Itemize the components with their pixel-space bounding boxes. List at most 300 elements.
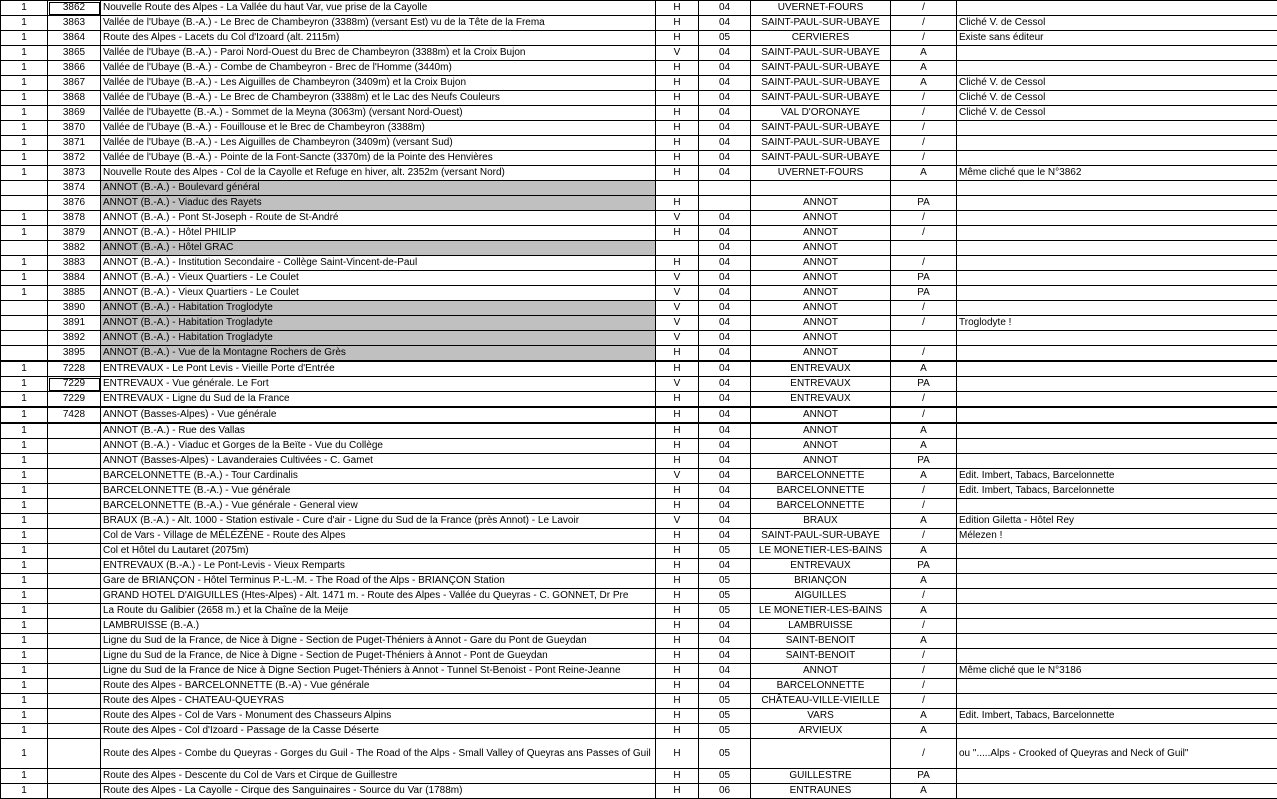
description-cell: LAMBRUISSE (B.-A.): [101, 619, 656, 634]
orientation-cell: H: [656, 256, 699, 271]
orientation-cell: H: [656, 76, 699, 91]
department-cell: 05: [699, 769, 751, 784]
note-cell: [957, 679, 1277, 694]
department-cell: 04: [699, 679, 751, 694]
department-cell: 04: [699, 166, 751, 181]
count-cell: 1: [1, 61, 48, 76]
description-cell: ANNOT (B.-A.) - Viaduc des Rayets: [101, 196, 656, 211]
description-cell: ANNOT (B.-A.) - Habitation Trogladyte: [101, 331, 656, 346]
note-cell: [957, 136, 1277, 151]
count-cell: 1: [1, 226, 48, 241]
place-cell: AIGUILLES: [751, 589, 891, 604]
count-cell: 1: [1, 271, 48, 286]
place-cell: ANNOT: [751, 241, 891, 256]
place-cell: BARCELONNETTE: [751, 469, 891, 484]
description-cell: La Route du Galibier (2658 m.) et la Chaîne de la Meije: [101, 604, 656, 619]
note-cell: [957, 392, 1277, 408]
count-cell: 1: [1, 649, 48, 664]
place-cell: ANNOT: [751, 439, 891, 454]
description-cell: ANNOT (B.-A.) - Viaduc et Gorges de la Beïte - Vue du Collège: [101, 439, 656, 454]
place-cell: ANNOT: [751, 316, 891, 331]
department-cell: 04: [699, 46, 751, 61]
orientation-cell: H: [656, 544, 699, 559]
number-cell: 3873: [48, 166, 101, 181]
table-row: [1, 514, 1277, 529]
note-cell: Cliché V. de Cessol: [957, 16, 1277, 31]
number-cell: [48, 423, 101, 439]
count-cell: 1: [1, 454, 48, 469]
place-cell: VAL D'ORONAYE: [751, 106, 891, 121]
number-cell: 3876: [48, 196, 101, 211]
orientation-cell: H: [656, 529, 699, 544]
department-cell: 04: [699, 61, 751, 76]
orientation-cell: H: [656, 709, 699, 724]
count-cell: 1: [1, 286, 48, 301]
number-cell: [48, 724, 101, 739]
count-cell: 1: [1, 151, 48, 166]
table-row: [1, 211, 1277, 226]
place-cell: ANNOT: [751, 271, 891, 286]
department-cell: 04: [699, 484, 751, 499]
number-cell: [48, 709, 101, 724]
description-cell: Vallée de l'Ubaye (B.-A.) - Le Brec de Chambeyron (3388m) (versant Est) vu de la Tête de la Frema: [101, 16, 656, 31]
table-row: [1, 739, 1277, 769]
department-cell: 04: [699, 91, 751, 106]
orientation-cell: H: [656, 679, 699, 694]
orientation-cell: H: [656, 1, 699, 16]
table-row: [1, 664, 1277, 679]
table-row: [1, 499, 1277, 514]
description-cell: Ligne du Sud de la France, de Nice à Digne - Section de Puget-Théniers à Annot - Pont de Gueydan: [101, 649, 656, 664]
count-cell: 1: [1, 694, 48, 709]
note-cell: [957, 256, 1277, 271]
department-cell: 04: [699, 514, 751, 529]
place-cell: SAINT-PAUL-SUR-UBAYE: [751, 136, 891, 151]
status-cell: A: [891, 423, 957, 439]
note-cell: Edition Giletta - Hôtel Rey: [957, 514, 1277, 529]
note-cell: [957, 694, 1277, 709]
description-cell: Vallée de l'Ubayette (B.-A.) - Sommet de la Meyna (3063m) (versant Nord-Ouest): [101, 106, 656, 121]
orientation-cell: H: [656, 559, 699, 574]
count-cell: 1: [1, 166, 48, 181]
note-cell: [957, 724, 1277, 739]
number-cell: [48, 619, 101, 634]
note-cell: [957, 196, 1277, 211]
place-cell: ANNOT: [751, 407, 891, 423]
number-cell: [48, 574, 101, 589]
description-cell: Route des Alpes - CHATEAU-QUEYRAS: [101, 694, 656, 709]
number-cell: [48, 544, 101, 559]
department-cell: 04: [699, 331, 751, 346]
note-cell: [957, 121, 1277, 136]
status-cell: /: [891, 16, 957, 31]
orientation-cell: H: [656, 634, 699, 649]
description-cell: Route des Alpes - BARCELONNETTE (B.-A) - Vue générale: [101, 679, 656, 694]
note-cell: [957, 454, 1277, 469]
description-cell: Nouvelle Route des Alpes - La Vallée du haut Var, vue prise de la Cayolle: [101, 1, 656, 16]
description-cell: Route des Alpes - Combe du Queyras - Gorges du Guil - The Road of the Alps - Small Valley of Queyras ans Passes of Guil: [101, 739, 656, 769]
place-cell: BRIANÇON: [751, 574, 891, 589]
count-cell: [1, 316, 48, 331]
status-cell: A: [891, 76, 957, 91]
count-cell: [1, 301, 48, 316]
place-cell: ENTREVAUX: [751, 392, 891, 408]
table-row: [1, 361, 1277, 377]
number-cell: 7229: [48, 392, 101, 408]
place-cell: ANNOT: [751, 301, 891, 316]
department-cell: 04: [699, 454, 751, 469]
note-cell: Cliché V. de Cessol: [957, 106, 1277, 121]
place-cell: SAINT-BENOIT: [751, 649, 891, 664]
department-cell: 04: [699, 271, 751, 286]
department-cell: 04: [699, 634, 751, 649]
status-cell: PA: [891, 271, 957, 286]
note-cell: [957, 301, 1277, 316]
orientation-cell: H: [656, 694, 699, 709]
count-cell: 1: [1, 91, 48, 106]
count-cell: 1: [1, 679, 48, 694]
department-cell: 04: [699, 136, 751, 151]
count-cell: 1: [1, 529, 48, 544]
description-cell: ENTREVAUX - Vue générale. Le Fort: [101, 377, 656, 392]
orientation-cell: H: [656, 439, 699, 454]
table-row: [1, 181, 1277, 196]
table-row: [1, 151, 1277, 166]
table-row: [1, 316, 1277, 331]
orientation-cell: H: [656, 151, 699, 166]
number-cell: 3895: [48, 346, 101, 362]
orientation-cell: H: [656, 407, 699, 423]
count-cell: 1: [1, 634, 48, 649]
place-cell: ANNOT: [751, 454, 891, 469]
number-cell: [48, 634, 101, 649]
description-cell: ANNOT (B.-A.) - Rue des Vallas: [101, 423, 656, 439]
count-cell: 1: [1, 709, 48, 724]
count-cell: 1: [1, 784, 48, 799]
place-cell: UVERNET-FOURS: [751, 166, 891, 181]
status-cell: /: [891, 91, 957, 106]
note-cell: [957, 211, 1277, 226]
table-row: [1, 559, 1277, 574]
count-cell: 1: [1, 16, 48, 31]
count-cell: [1, 241, 48, 256]
description-cell: Route des Alpes - Lacets du Col d'Izoard (alt. 2115m): [101, 31, 656, 46]
status-cell: A: [891, 634, 957, 649]
place-cell: SAINT-PAUL-SUR-UBAYE: [751, 46, 891, 61]
place-cell: LE MONETIER-LES-BAINS: [751, 604, 891, 619]
table-row: [1, 226, 1277, 241]
table-row: [1, 574, 1277, 589]
note-cell: [957, 271, 1277, 286]
department-cell: 05: [699, 574, 751, 589]
count-cell: 1: [1, 256, 48, 271]
department-cell: 04: [699, 559, 751, 574]
count-cell: 1: [1, 439, 48, 454]
table-row: [1, 619, 1277, 634]
department-cell: 04: [699, 16, 751, 31]
description-cell: ANNOT (B.-A.) - Pont St-Joseph - Route de St-André: [101, 211, 656, 226]
place-cell: ANNOT: [751, 286, 891, 301]
status-cell: A: [891, 166, 957, 181]
note-cell: [957, 619, 1277, 634]
status-cell: A: [891, 514, 957, 529]
place-cell: ANNOT: [751, 256, 891, 271]
department-cell: 04: [699, 76, 751, 91]
table-row: [1, 589, 1277, 604]
note-cell: [957, 377, 1277, 392]
number-cell: 3869: [48, 106, 101, 121]
number-cell: 3866: [48, 61, 101, 76]
description-cell: Gare de BRIANÇON - Hôtel Terminus P.-L.-M. - The Road of the Alps - BRIANÇON Station: [101, 574, 656, 589]
description-cell: ANNOT (B.-A.) - Habitation Troglodyte: [101, 301, 656, 316]
place-cell: SAINT-PAUL-SUR-UBAYE: [751, 76, 891, 91]
count-cell: 1: [1, 46, 48, 61]
department-cell: 05: [699, 694, 751, 709]
status-cell: A: [891, 469, 957, 484]
department-cell: 04: [699, 346, 751, 362]
place-cell: ENTRAUNES: [751, 784, 891, 799]
place-cell: SAINT-PAUL-SUR-UBAYE: [751, 91, 891, 106]
table-row: [1, 769, 1277, 784]
description-cell: ANNOT (B.-A.) - Vue de la Montagne Rochers de Grès: [101, 346, 656, 362]
number-cell: 7229: [48, 377, 101, 392]
note-cell: [957, 181, 1277, 196]
count-cell: 1: [1, 544, 48, 559]
table-row: [1, 604, 1277, 619]
place-cell: ANNOT: [751, 211, 891, 226]
number-cell: [48, 484, 101, 499]
description-cell: BARCELONNETTE (B.-A.) - Vue générale - General view: [101, 499, 656, 514]
number-cell: [48, 589, 101, 604]
number-cell: 3885: [48, 286, 101, 301]
count-cell: 1: [1, 589, 48, 604]
table-row: [1, 301, 1277, 316]
orientation-cell: H: [656, 91, 699, 106]
status-cell: /: [891, 694, 957, 709]
department-cell: 04: [699, 499, 751, 514]
status-cell: /: [891, 407, 957, 423]
count-cell: [1, 346, 48, 362]
status-cell: /: [891, 649, 957, 664]
count-cell: 1: [1, 136, 48, 151]
table-body: [1, 1, 1277, 799]
count-cell: 1: [1, 106, 48, 121]
place-cell: VARS: [751, 709, 891, 724]
status-cell: /: [891, 679, 957, 694]
table-row: [1, 423, 1277, 439]
status-cell: A: [891, 784, 957, 799]
orientation-cell: H: [656, 61, 699, 76]
department-cell: 04: [699, 226, 751, 241]
count-cell: 1: [1, 484, 48, 499]
description-cell: Vallée de l'Ubaye (B.-A.) - Pointe de la Font-Sancte (3370m) de la Pointe des Henvières: [101, 151, 656, 166]
department-cell: 04: [699, 407, 751, 423]
orientation-cell: V: [656, 377, 699, 392]
status-cell: A: [891, 46, 957, 61]
orientation-cell: V: [656, 514, 699, 529]
note-cell: [957, 1, 1277, 16]
table-row: [1, 407, 1277, 423]
note-cell: Troglodyte !: [957, 316, 1277, 331]
count-cell: 1: [1, 724, 48, 739]
count-cell: 1: [1, 604, 48, 619]
description-cell: ANNOT (B.-A.) - Hôtel GRAC: [101, 241, 656, 256]
number-cell: 3878: [48, 211, 101, 226]
note-cell: Cliché V. de Cessol: [957, 76, 1277, 91]
count-cell: 1: [1, 619, 48, 634]
place-cell: [751, 181, 891, 196]
number-cell: 3871: [48, 136, 101, 151]
department-cell: 04: [699, 619, 751, 634]
description-cell: GRAND HOTEL D'AIGUILLES (Htes-Alpes) - Alt. 1471 m. - Route des Alpes - Vallée du Queyras - C. GONNET, Dr Pre: [101, 589, 656, 604]
place-cell: BARCELONNETTE: [751, 679, 891, 694]
note-cell: [957, 423, 1277, 439]
table-row: [1, 271, 1277, 286]
table-row: [1, 286, 1277, 301]
department-cell: 05: [699, 724, 751, 739]
description-cell: ANNOT (B.-A.) - Institution Secondaire - Collège Saint-Vincent-de-Paul: [101, 256, 656, 271]
table-row: [1, 649, 1277, 664]
place-cell: SAINT-PAUL-SUR-UBAYE: [751, 151, 891, 166]
count-cell: 1: [1, 423, 48, 439]
orientation-cell: H: [656, 423, 699, 439]
status-cell: /: [891, 226, 957, 241]
number-cell: 3874: [48, 181, 101, 196]
table-row: [1, 331, 1277, 346]
department-cell: 04: [699, 151, 751, 166]
count-cell: [1, 331, 48, 346]
number-cell: [48, 664, 101, 679]
number-cell: 3865: [48, 46, 101, 61]
department-cell: 05: [699, 739, 751, 769]
place-cell: UVERNET-FOURS: [751, 1, 891, 16]
note-cell: [957, 151, 1277, 166]
status-cell: A: [891, 544, 957, 559]
department-cell: 04: [699, 256, 751, 271]
orientation-cell: V: [656, 46, 699, 61]
description-cell: ANNOT (Basses-Alpes) - Vue générale: [101, 407, 656, 423]
status-cell: /: [891, 211, 957, 226]
count-cell: 1: [1, 392, 48, 408]
description-cell: Route des Alpes - Col de Vars - Monument des Chasseurs Alpins: [101, 709, 656, 724]
note-cell: [957, 544, 1277, 559]
description-cell: ANNOT (B.-A.) - Hôtel PHILIP: [101, 226, 656, 241]
note-cell: [957, 604, 1277, 619]
note-cell: Edit. Imbert, Tabacs, Barcelonnette: [957, 709, 1277, 724]
count-cell: 1: [1, 377, 48, 392]
place-cell: ENTREVAUX: [751, 377, 891, 392]
department-cell: 04: [699, 316, 751, 331]
number-cell: [48, 559, 101, 574]
count-cell: [1, 181, 48, 196]
number-cell: 3867: [48, 76, 101, 91]
orientation-cell: H: [656, 346, 699, 362]
note-cell: [957, 649, 1277, 664]
number-cell: [48, 469, 101, 484]
note-cell: [957, 286, 1277, 301]
number-cell: [48, 439, 101, 454]
note-cell: Existe sans éditeur: [957, 31, 1277, 46]
orientation-cell: H: [656, 106, 699, 121]
count-cell: 1: [1, 469, 48, 484]
count-cell: 1: [1, 407, 48, 423]
description-cell: Vallée de l'Ubaye (B.-A.) - Fouillouse et le Brec de Chambeyron (3388m): [101, 121, 656, 136]
number-cell: 7228: [48, 361, 101, 377]
table-row: [1, 454, 1277, 469]
description-cell: ANNOT (B.-A.) - Vieux Quartiers - Le Coulet: [101, 271, 656, 286]
count-cell: 1: [1, 76, 48, 91]
description-cell: Vallée de l'Ubaye (B.-A.) - Les Aiguilles de Chambeyron (3409m) et la Croix Bujon: [101, 76, 656, 91]
department-cell: 04: [699, 361, 751, 377]
orientation-cell: H: [656, 454, 699, 469]
place-cell: ANNOT: [751, 423, 891, 439]
status-cell: A: [891, 604, 957, 619]
status-cell: PA: [891, 377, 957, 392]
orientation-cell: H: [656, 574, 699, 589]
note-cell: [957, 226, 1277, 241]
number-cell: [48, 679, 101, 694]
status-cell: /: [891, 484, 957, 499]
table-row: [1, 377, 1277, 392]
count-cell: 1: [1, 1, 48, 16]
orientation-cell: V: [656, 331, 699, 346]
department-cell: 04: [699, 286, 751, 301]
count-cell: 1: [1, 31, 48, 46]
description-cell: Vallée de l'Ubaye (B.-A.) - Combe de Chambeyron - Brec de l'Homme (3440m): [101, 61, 656, 76]
place-cell: SAINT-PAUL-SUR-UBAYE: [751, 16, 891, 31]
number-cell: [48, 649, 101, 664]
department-cell: 06: [699, 784, 751, 799]
place-cell: LE MONETIER-LES-BAINS: [751, 544, 891, 559]
table-row: [1, 709, 1277, 724]
table-row: [1, 484, 1277, 499]
place-cell: ANNOT: [751, 331, 891, 346]
note-cell: [957, 439, 1277, 454]
status-cell: PA: [891, 454, 957, 469]
place-cell: SAINT-PAUL-SUR-UBAYE: [751, 121, 891, 136]
status-cell: /: [891, 346, 957, 362]
place-cell: ENTREVAUX: [751, 559, 891, 574]
place-cell: SAINT-PAUL-SUR-UBAYE: [751, 61, 891, 76]
note-cell: [957, 499, 1277, 514]
description-cell: ANNOT (B.-A.) - Vieux Quartiers - Le Coulet: [101, 286, 656, 301]
note-cell: Même cliché que le N°3186: [957, 664, 1277, 679]
description-cell: ANNOT (Basses-Alpes) - Lavanderaies Cultivées - C. Gamet: [101, 454, 656, 469]
description-cell: Vallée de l'Ubaye (B.-A.) - Les Aiguilles de Chambeyron (3409m) (versant Sud): [101, 136, 656, 151]
number-cell: [48, 739, 101, 769]
orientation-cell: V: [656, 286, 699, 301]
count-cell: 1: [1, 769, 48, 784]
note-cell: Cliché V. de Cessol: [957, 91, 1277, 106]
number-cell: 3882: [48, 241, 101, 256]
orientation-cell: H: [656, 619, 699, 634]
status-cell: PA: [891, 769, 957, 784]
note-cell: [957, 784, 1277, 799]
table-row: [1, 439, 1277, 454]
note-cell: [957, 61, 1277, 76]
number-cell: 3884: [48, 271, 101, 286]
place-cell: LAMBRUISSE: [751, 619, 891, 634]
number-cell: [48, 529, 101, 544]
department-cell: [699, 181, 751, 196]
description-cell: Vallée de l'Ubaye (B.-A.) - Le Brec de Chambeyron (3388m) et le Lac des Neufs Couleurs: [101, 91, 656, 106]
status-cell: A: [891, 709, 957, 724]
orientation-cell: H: [656, 499, 699, 514]
table-row: [1, 241, 1277, 256]
department-cell: 05: [699, 604, 751, 619]
orientation-cell: H: [656, 604, 699, 619]
table-row: [1, 46, 1277, 61]
